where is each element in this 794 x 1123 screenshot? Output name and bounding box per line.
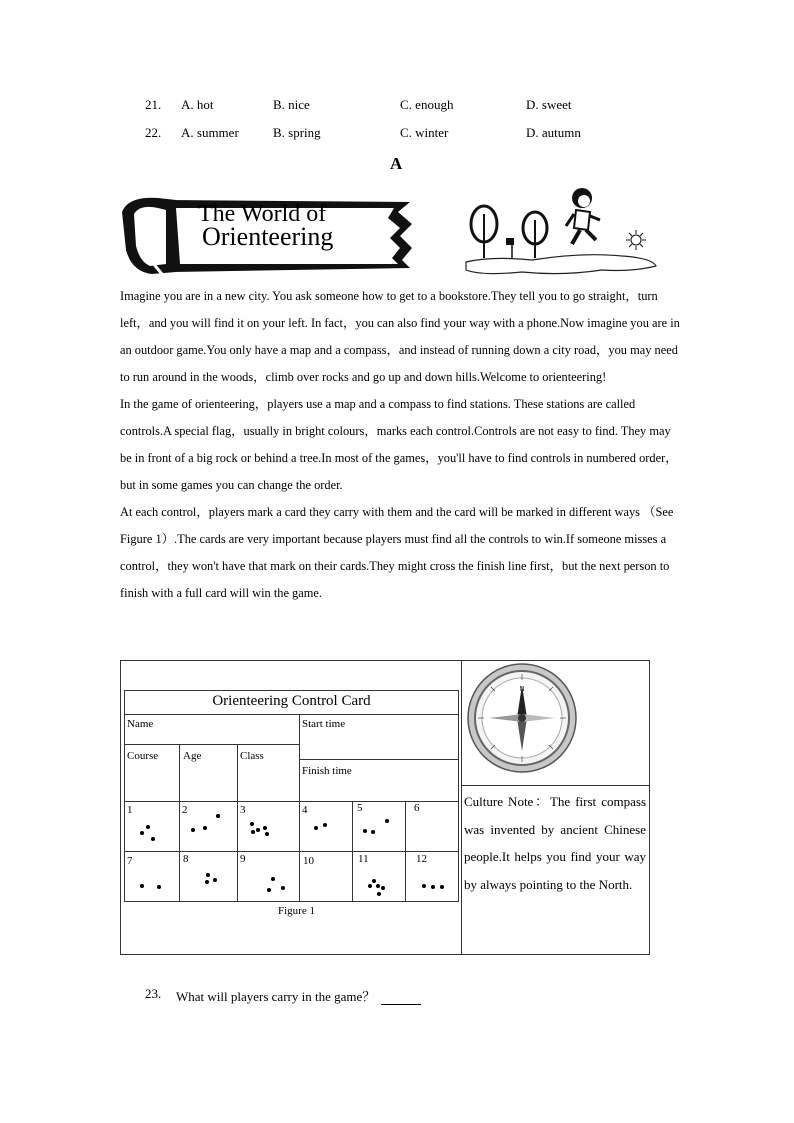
figure-caption: Figure 1 [278,905,315,917]
svg-text:N: N [519,686,525,693]
control-cell-number: 7 [127,855,133,867]
runner-trees-icon [462,186,660,280]
compass-icon [466,663,578,775]
control-cell-number: 9 [240,853,246,865]
control-card [124,690,459,902]
control-cell-number: 2 [182,804,188,816]
runner-illustration [462,186,660,280]
control-card-title: Orienteering Control Card [212,693,371,709]
compass-image [466,663,578,775]
card-course-label: Course [127,750,159,762]
q21-option-b: B. nice [273,97,310,112]
control-cell-number: 3 [240,804,246,816]
section-title: A [390,154,403,173]
card-class-label: Class [240,750,264,762]
banner-line2: Orienteering [202,222,334,251]
card-name-label: Name [127,718,154,730]
q21-option-d: D. sweet [526,97,572,112]
passage-paragraph-2: In the game of orienteering，players use a map and a compass to find stations. These stations are called controls.A special flag，usually in bright colours，marks each control.Controls are not easy to find. They may be in front of a big rock or behind a tree.In most of the games，you'll have to find controls in numbered order，but in some games you can change the order. [120,397,678,492]
passage [120,283,680,607]
q22-option-b: B. spring [273,125,321,140]
control-cell-number: 4 [302,804,308,816]
passage-paragraph-3: At each control，players mark a card they carry with them and the card will be marked in different ways （See Figure 1）.The cards are very important because players must find all the controls to win.If someone misses a control，they won't have that mark on their cards.They might cross the finish line first，but the next person to finish with a full card will win the game. [120,505,674,600]
control-cell-number: 5 [357,802,363,814]
q22-option-a: A. summer [181,125,239,140]
q23-text: What will players carry in the game？ [176,989,376,1004]
q21-number: 21. [145,97,162,112]
control-cell-number: 8 [183,853,189,865]
banner-line1: The World of [198,201,327,227]
q23-number: 23. [145,986,162,1001]
culture-note: Culture Note：The first compass was invented by ancient Chinese people.It helps you find your way by always pointing to the North. [464,794,646,892]
q22-option-d: D. autumn [526,125,581,140]
card-finish-label: Finish time [302,765,352,777]
control-cell-number: 12 [416,853,427,865]
q21-option-a: A. hot [181,97,214,112]
card-age-label: Age [183,750,202,762]
control-cell-number: 11 [358,853,369,865]
card-start-label: Start time [302,718,346,730]
control-cell-number: 1 [127,804,133,816]
q22-option-c: C. winter [400,125,449,140]
banner [118,190,418,280]
q23-answer-blank[interactable] [381,990,421,1005]
control-cell-number: 6 [414,802,420,814]
q23-row [176,986,421,1005]
q22-number: 22. [145,125,162,140]
passage-paragraph-1: Imagine you are in a new city. You ask someone how to get to a bookstore.They tell you to go straight，turn left，and you will find it on your left. In fact，you can also find your way with a phone.Now imagine you are in an outdoor game.You only have a map and a compass，and instead of running down a city road，you may need to run around in the woods，climb over rocks and go up and down hills.Welcome to orienteering! [120,289,680,384]
control-cell-number: 10 [303,855,314,867]
figure-divider-horizontal [462,785,650,786]
q21-option-c: C. enough [400,97,454,112]
